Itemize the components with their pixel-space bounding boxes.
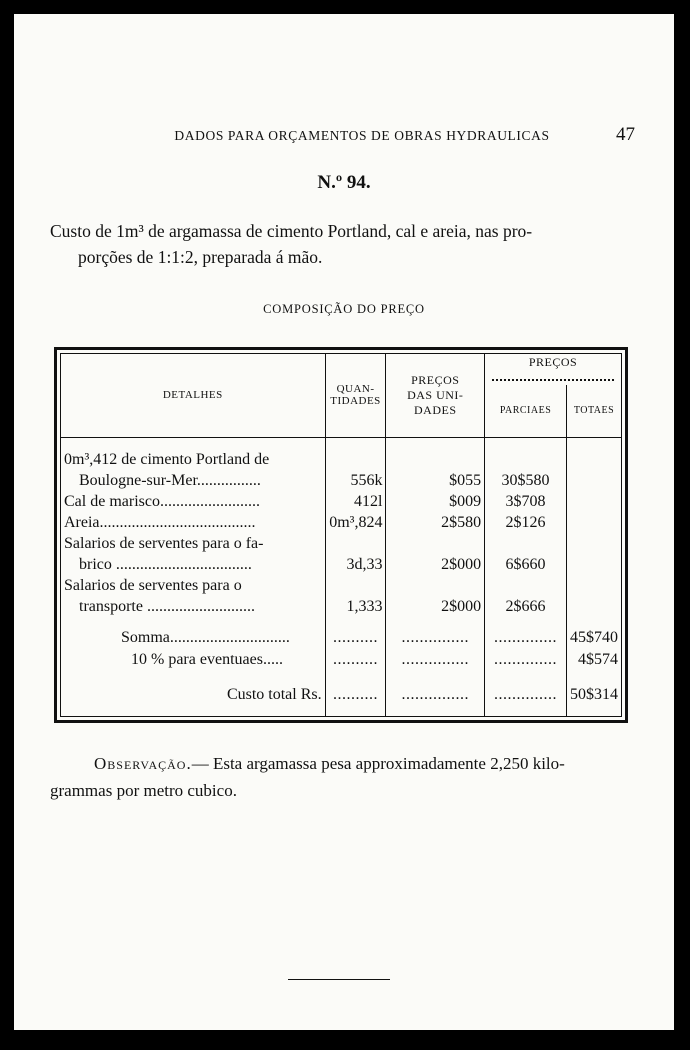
- row-total: [567, 556, 622, 577]
- row-total: [567, 514, 622, 535]
- eventuaes-label: 10 % para eventuaes.....: [131, 651, 283, 669]
- row-quantity: 412l: [325, 493, 386, 514]
- row-description: Salarios de serventes para o fa-: [64, 535, 264, 553]
- header-parciaes: PARCIAES: [485, 385, 567, 437]
- observation-text-1: — Esta argamassa pesa approximadamente 2,250 kilo-: [191, 754, 565, 773]
- row-description: 0m³,412 de cimento Portland de: [64, 451, 270, 468]
- custo-total-label: Custo total Rs.: [226, 685, 322, 703]
- row-partial: 2$126: [485, 514, 567, 535]
- observation-paragraph: [50, 750, 640, 804]
- table-row-somma: [61, 629, 621, 651]
- row-unit-price: $055: [386, 472, 485, 493]
- page: [14, 14, 674, 1030]
- dots: ..........: [325, 651, 386, 673]
- dots: ...............: [386, 686, 485, 708]
- row-total: [567, 451, 622, 472]
- row-partial: 30$580: [485, 472, 567, 493]
- price-table-frame: [54, 347, 628, 723]
- dots: ...............: [386, 629, 485, 651]
- row-unit-price: [386, 451, 485, 472]
- row-description: Salarios de serventes para o: [64, 577, 242, 595]
- row-description: Cal de marisco.........................: [64, 493, 260, 511]
- dots: ..............: [485, 651, 567, 673]
- running-title: DADOS PARA ORÇAMENTOS DE OBRAS HYDRAULICAS: [174, 128, 550, 143]
- header-precos-label: PREÇOS: [528, 355, 578, 369]
- row-quantity: 3d,33: [325, 556, 386, 577]
- row-quantity: 0m³,824: [325, 514, 386, 535]
- row-unit-price: 2$000: [386, 598, 485, 619]
- observation-text-2: grammas por metro cubico.: [50, 781, 237, 800]
- table-body: [61, 437, 621, 619]
- row-quantity: 556k: [325, 472, 386, 493]
- row-total: [567, 598, 622, 619]
- closing-rule: [288, 979, 390, 980]
- composition-heading: COMPOSIÇÃO DO PREÇO: [263, 302, 425, 316]
- row-description-cont: brico ..................................: [79, 556, 252, 574]
- row-partial: [485, 451, 567, 472]
- row-total: [567, 535, 622, 556]
- observation-label: Observação.: [94, 754, 192, 773]
- row-total: [567, 493, 622, 514]
- row-unit-price: 2$580: [386, 514, 485, 535]
- row-unit-price: 2$000: [386, 556, 485, 577]
- section-number: N.º 94.: [317, 172, 371, 193]
- spacer-row: [61, 674, 621, 686]
- table-row-eventuaes: [61, 651, 621, 673]
- header-quantidades: QUAN-TIDADES: [325, 354, 386, 437]
- row-quantity: 1,333: [325, 598, 386, 619]
- row-description-cont: Boulogne-sur-Mer................: [79, 472, 261, 490]
- dots: ..............: [485, 686, 567, 708]
- table-row: [61, 451, 621, 472]
- intro-paragraph: [50, 218, 630, 270]
- table-row: [61, 577, 621, 598]
- row-total: [567, 577, 622, 598]
- eventuaes-total: 4$574: [567, 651, 622, 673]
- table-row-continued: [61, 472, 621, 493]
- row-unit-price: [386, 577, 485, 598]
- dots: ..........: [325, 686, 386, 708]
- row-partial: 6$660: [485, 556, 567, 577]
- intro-line-2: porções de 1:1:2, preparada á mão.: [78, 247, 323, 267]
- row-quantity: [325, 577, 386, 598]
- header-precos: [485, 354, 621, 385]
- row-description: Areia.......................................: [64, 514, 256, 532]
- price-table-inner: [60, 353, 622, 717]
- somma-label: Somma..............................: [121, 629, 290, 647]
- row-quantity: [325, 451, 386, 472]
- row-unit-price: $009: [386, 493, 485, 514]
- dots: ..........: [325, 629, 386, 651]
- page-number: 47: [616, 124, 635, 145]
- spacer-row: [61, 437, 621, 451]
- table-row: [61, 535, 621, 556]
- price-table: [61, 354, 621, 716]
- header-precos-unidades: PREÇOS DAS UNI-DADES: [386, 354, 485, 437]
- dots: ..............: [485, 629, 567, 651]
- row-partial: 3$708: [485, 493, 567, 514]
- table-row-continued: [61, 556, 621, 577]
- row-quantity: [325, 535, 386, 556]
- table-row-continued: [61, 598, 621, 619]
- table-row-custo-total: [61, 686, 621, 708]
- somma-total: 45$740: [567, 629, 622, 651]
- intro-line-1: Custo de 1m³ de argamassa de cimento Portland, cal e areia, nas pro-: [50, 221, 533, 241]
- header-detalhes: DETALHES: [61, 354, 325, 437]
- table-row: [61, 493, 621, 514]
- header-totaes: TOTAES: [567, 385, 622, 437]
- header-wave-rule: [492, 373, 614, 381]
- row-total: [567, 472, 622, 493]
- custo-total-value: 50$314: [567, 686, 622, 708]
- spacer-row: [61, 708, 621, 716]
- row-description-cont: transporte ...........................: [79, 598, 255, 616]
- table-summary: [61, 619, 621, 716]
- dots: ...............: [386, 651, 485, 673]
- table-row: [61, 514, 621, 535]
- row-unit-price: [386, 535, 485, 556]
- row-partial: [485, 535, 567, 556]
- row-partial: 2$666: [485, 598, 567, 619]
- spacer-row: [61, 619, 621, 629]
- row-partial: [485, 577, 567, 598]
